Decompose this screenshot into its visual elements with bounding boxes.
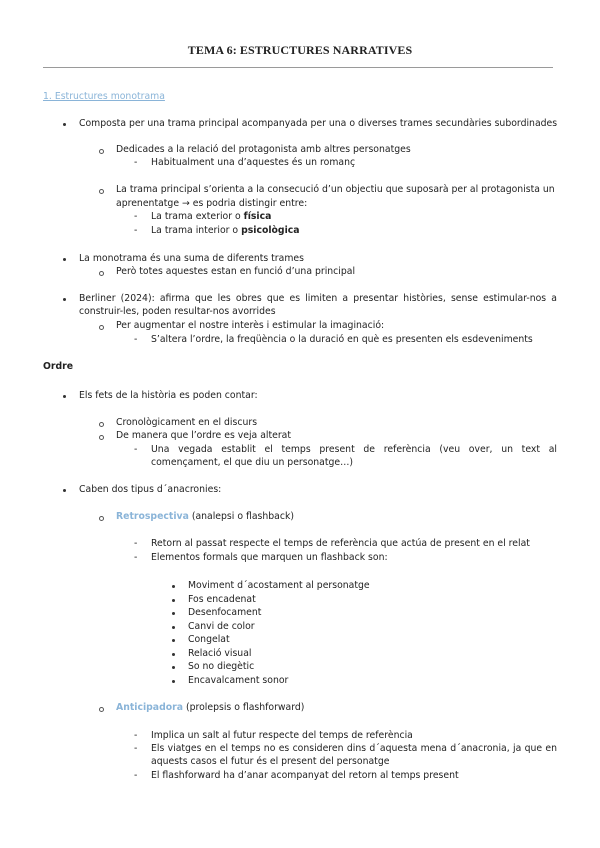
list-item: Relació visual: [188, 648, 252, 659]
list-item: So no diegètic: [188, 661, 255, 672]
dash-bullet-icon: -: [134, 225, 138, 236]
list-item: La monotrama és una suma de diferents trames: [79, 253, 304, 264]
dash-bullet-icon: -: [134, 334, 138, 345]
list-item: Retrospectiva (analepsi o flashback): [116, 511, 294, 522]
circle-bullet-icon: [99, 435, 104, 440]
list-item: El flashforward ha d’anar acompanyat del retorn al temps present: [151, 770, 459, 781]
dash-bullet-icon: -: [134, 770, 138, 781]
list-item: Canvi de color: [188, 621, 255, 632]
list-item: Elementos formals que marquen un flashback son:: [151, 552, 388, 563]
list-item: Cronològicament en el discurs: [116, 417, 258, 428]
title-divider: [43, 67, 553, 68]
bullet-icon: [63, 123, 66, 126]
list-item: Caben dos tipus d´anacronies:: [79, 484, 222, 495]
list-item: Congelat: [188, 634, 230, 645]
bullet-icon: [172, 666, 175, 669]
list-item: Els fets de la història es poden contar:: [79, 390, 258, 401]
list-item: Els viatges en el temps no es consideren dins d´aquesta mena d´anacronia, ja que en aquests casos el futur és el present del personatge: [151, 743, 557, 767]
bullet-icon: [172, 653, 175, 656]
circle-bullet-icon: [99, 707, 104, 712]
list-item: Implica un salt al futur respecte del temps de referència: [151, 730, 413, 741]
list-item: Moviment d´acostament al personatge: [188, 580, 370, 591]
bullet-icon: [172, 639, 175, 642]
retrospectiva-label: Retrospectiva: [116, 511, 189, 522]
bullet-icon: [172, 599, 175, 602]
list-item: Encavalcament sonor: [188, 675, 289, 686]
circle-bullet-icon: [99, 271, 104, 276]
section-heading-ordre: Ordre: [43, 361, 74, 372]
list-item: La trama interior o psicològica: [151, 225, 300, 236]
dash-bullet-icon: -: [134, 211, 138, 222]
dash-bullet-icon: -: [134, 444, 138, 455]
bullet-icon: [172, 612, 175, 615]
anticipadora-label: Anticipadora: [116, 702, 183, 713]
list-item: De manera que l’ordre es veja alterat: [116, 430, 292, 441]
list-item: Dedicades a la relació del protagonista amb altres personatges: [116, 144, 411, 155]
bullet-icon: [63, 489, 66, 492]
circle-bullet-icon: [99, 189, 104, 194]
bullet-icon: [63, 258, 66, 261]
dash-bullet-icon: -: [134, 157, 138, 168]
dash-bullet-icon: -: [134, 730, 138, 741]
section-heading-monotrama: 1. Estructures monotrama: [43, 91, 165, 102]
list-item: Composta per una trama principal acompanyada per una o diverses trames secundàries subordinades: [79, 118, 558, 129]
list-item: Anticipadora (prolepsis o flashforward): [116, 702, 305, 713]
list-item: S’altera l’ordre, la freqüència o la duració en què es presenten els esdeveniments: [151, 334, 533, 345]
list-item: Desenfocament: [188, 607, 262, 618]
bullet-icon: [172, 585, 175, 588]
list-item: Fos encadenat: [188, 594, 256, 605]
list-item: La trama exterior o física: [151, 211, 272, 222]
circle-bullet-icon: [99, 149, 104, 154]
list-item: Berliner (2024): afirma que les obres que es limiten a presentar històries, sense estimular-nos a construir-les, poden resultar-nos avorrides: [79, 293, 557, 317]
document-title: TEMA 6: ESTRUCTURES NARRATIVES: [187, 43, 413, 57]
list-item: Però totes aquestes estan en funció d’una principal: [116, 266, 356, 277]
dash-bullet-icon: -: [134, 538, 138, 549]
list-item: La trama principal s’orienta a la consecució d’un objectiu que suposarà per al protagonista un: [116, 184, 555, 195]
bullet-icon: [172, 680, 175, 683]
circle-bullet-icon: [99, 422, 104, 427]
circle-bullet-icon: [99, 325, 104, 330]
list-item-continuation: aprenentatge → es podria distingir entre:: [116, 198, 308, 209]
list-item: Una vegada establit el temps present de referència (veu over, un text al començament, el que diu un personatge…): [151, 444, 557, 468]
list-item: Habitualment una d’aquestes és un romanç: [151, 157, 356, 168]
bullet-icon: [63, 395, 66, 398]
bullet-icon: [172, 626, 175, 629]
bullet-icon: [63, 298, 66, 301]
dash-bullet-icon: -: [134, 743, 138, 754]
dash-bullet-icon: -: [134, 552, 138, 563]
circle-bullet-icon: [99, 516, 104, 521]
list-item: Retorn al passat respecte el temps de referència que actúa de present en el relat: [151, 538, 530, 549]
list-item: Per augmentar el nostre interès i estimular la imaginació:: [116, 320, 385, 331]
